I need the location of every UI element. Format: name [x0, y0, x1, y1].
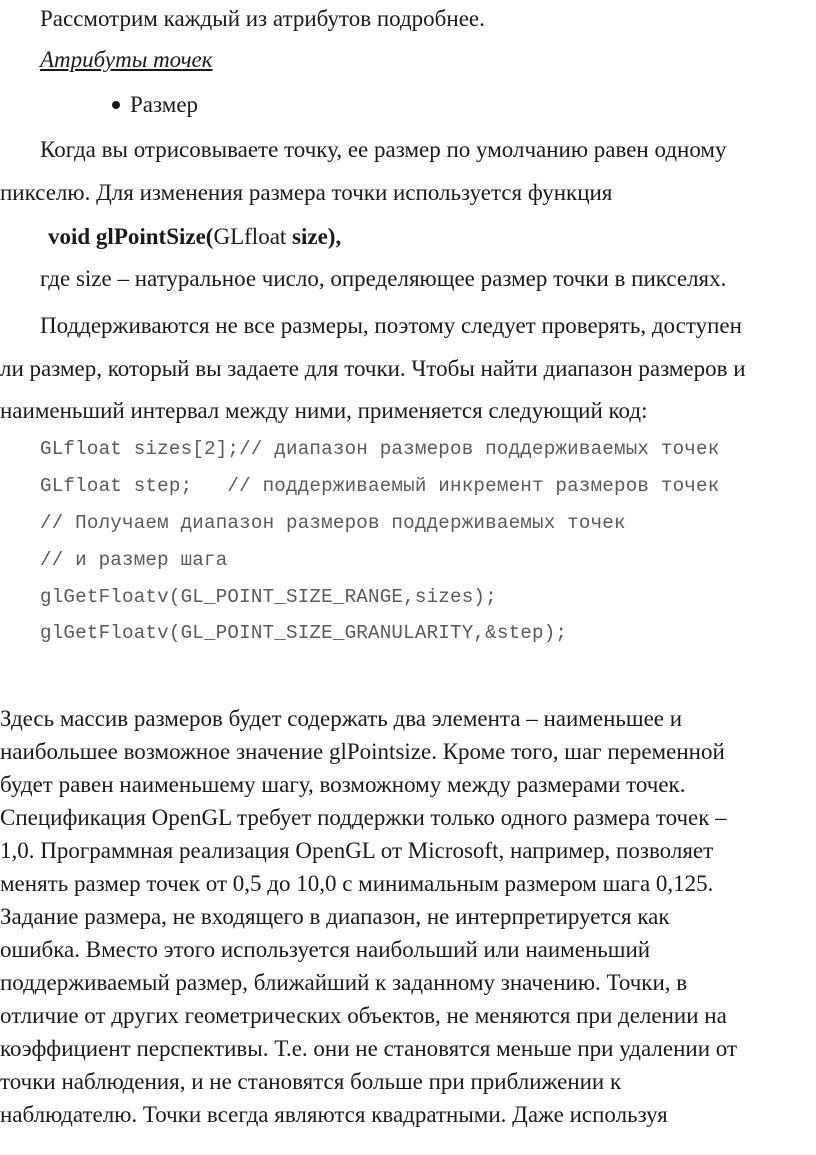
para3-line-1: Поддерживаются не все размеры, поэтому следует проверять, доступен	[40, 313, 742, 338]
code-line-6: glGetFloatv(GL_POINT_SIZE_GRANULARITY,&step);	[40, 622, 568, 644]
bullet-label: Размер	[130, 92, 199, 117]
body-line-12: точки наблюдения, и не становятся больше при приближении к	[0, 1069, 622, 1094]
func-type: GLfloat	[213, 224, 287, 249]
code-line-1: GLfloat sizes[2];// диапазон размеров поддерживаемых точек	[40, 438, 720, 460]
para1-line-2: пикселю. Для изменения размера точки используется функция	[0, 180, 613, 205]
para2-line: где size – натуральное число, определяющее размер точки в пикселях.	[40, 266, 727, 291]
body-line-10: отличие от других геометрических объектов, не меняются при делении на	[0, 1003, 727, 1028]
body-line-9: поддерживаемый размер, ближайший к заданному значению. Точки, в	[0, 970, 688, 995]
body-line-3: будет равен наименьшему шагу, возможному между размерами точек.	[0, 772, 686, 797]
para3-line-3: наименьший интервал между ними, применяется следующий код:	[0, 398, 648, 423]
func-name: void glPointSize(	[48, 224, 214, 249]
body-line-4: Спецификация OpenGL требует поддержки только одного размера точек –	[0, 805, 727, 830]
body-line-13: наблюдателю. Точки всегда являются квадратными. Даже используя	[0, 1102, 668, 1127]
intro-text: Рассмотрим каждый из атрибутов подробнее.	[40, 6, 485, 31]
bullet-icon	[112, 101, 120, 109]
bullet-item-size	[112, 90, 198, 120]
code-line-2: GLfloat step; // поддерживаемый инкремент размеров точек	[40, 475, 720, 497]
code-line-4: // и размер шага	[40, 549, 228, 571]
func-param: size),	[286, 224, 342, 249]
body-line-5: 1,0. Программная реализация OpenGL от Microsoft, например, позволяет	[0, 838, 714, 863]
para3-line-2: ли размер, который вы задаете для точки. Чтобы найти диапазон размеров и	[0, 356, 746, 381]
body-line-11: коэффициент перспективы. Т.е. они не становятся меньше при удалении от	[0, 1036, 737, 1061]
body-line-6: менять размер точек от 0,5 до 10,0 с минимальным размером шага 0,125.	[0, 871, 714, 896]
body-line-2: наибольшее возможное значение glPointsize. Кроме того, шаг переменной	[0, 739, 725, 764]
body-line-1: Здесь массив размеров будет содержать два элемента – наименьшее и	[0, 706, 683, 731]
body-line-7: Задание размера, не входящего в диапазон, не интерпретируется как	[0, 904, 670, 929]
section-title: Атрибуты точек	[40, 47, 213, 72]
body-line-8: ошибка. Вместо этого используется наибольший или наименьший	[0, 937, 651, 962]
function-signature	[48, 222, 341, 252]
code-line-5: glGetFloatv(GL_POINT_SIZE_RANGE,sizes);	[40, 586, 497, 608]
code-line-3: // Получаем диапазон размеров поддерживаемых точек	[40, 512, 626, 534]
para1-line-1: Когда вы отрисовываете точку, ее размер по умолчанию равен одному	[40, 137, 727, 162]
